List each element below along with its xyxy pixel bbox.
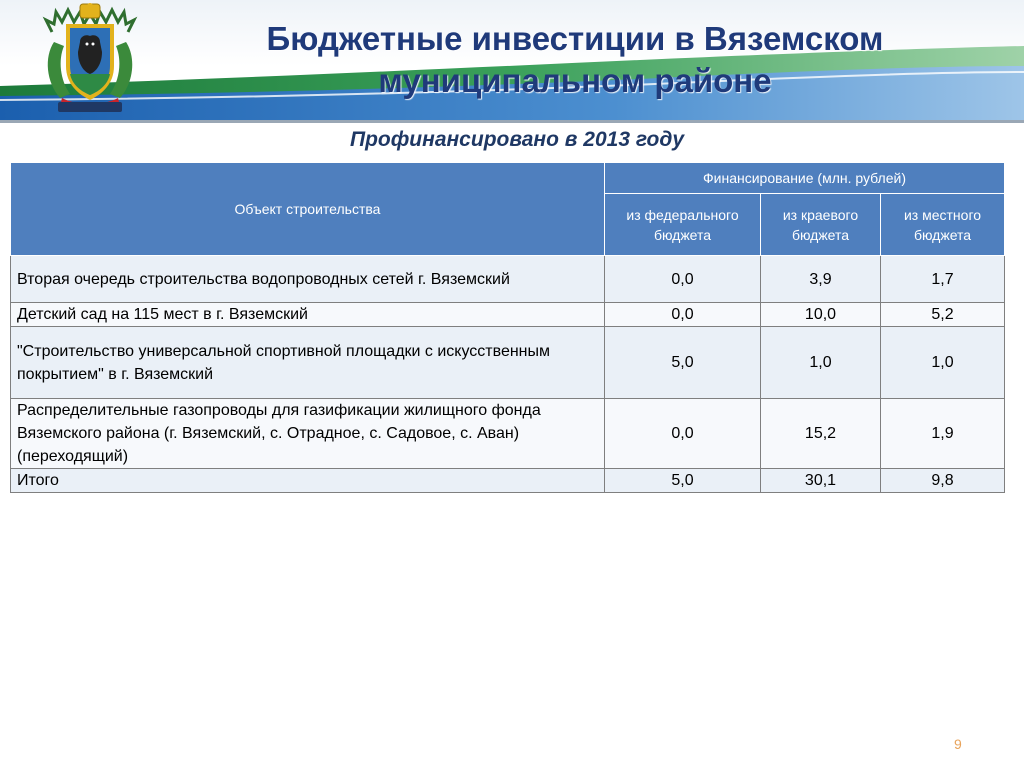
slide-header — [0, 0, 1024, 120]
row-federal: 5,0 — [605, 327, 761, 399]
budget-table — [10, 162, 1005, 493]
row-regional: 3,9 — [761, 256, 881, 303]
table-total-row — [11, 469, 1005, 493]
total-local: 9,8 — [881, 469, 1005, 493]
header-local: из местного бюджета — [881, 194, 1005, 256]
row-local: 1,0 — [881, 327, 1005, 399]
header-federal: из федерального бюджета — [605, 194, 761, 256]
table-row — [11, 399, 1005, 469]
slide-title — [160, 18, 990, 102]
title-line-1: Бюджетные инвестиции в Вяземском — [266, 20, 884, 57]
table-row — [11, 256, 1005, 303]
row-local: 5,2 — [881, 303, 1005, 327]
row-object: Детский сад на 115 мест в г. Вяземский — [11, 303, 605, 327]
total-regional: 30,1 — [761, 469, 881, 493]
coat-of-arms-icon — [40, 2, 140, 116]
row-regional: 10,0 — [761, 303, 881, 327]
total-label: Итого — [11, 469, 605, 493]
title-line-2: муниципальном районе — [378, 62, 772, 99]
row-local: 1,9 — [881, 399, 1005, 469]
header-regional: из краевого бюджета — [761, 194, 881, 256]
total-federal: 5,0 — [605, 469, 761, 493]
table-row — [11, 303, 1005, 327]
row-federal: 0,0 — [605, 256, 761, 303]
header-object: Объект строительства — [11, 163, 605, 256]
table-row — [11, 327, 1005, 399]
row-federal: 0,0 — [605, 399, 761, 469]
header-financing: Финансирование (млн. рублей) — [605, 163, 1005, 194]
table-subtitle: Профинансировано в 2013 году — [349, 128, 685, 151]
row-object: Распределительные газопроводы для газификации жилищного фонда Вяземского района (г. Вяземский, с. Отрадное, с. Садовое, с. Аван) (переходящий) — [11, 399, 605, 469]
page-number: 9 — [954, 736, 962, 752]
row-object: Вторая очередь строительства водопроводных сетей г. Вяземский — [11, 256, 605, 303]
row-federal: 0,0 — [605, 303, 761, 327]
row-local: 1,7 — [881, 256, 1005, 303]
row-regional: 15,2 — [761, 399, 881, 469]
row-regional: 1,0 — [761, 327, 881, 399]
row-object: "Строительство универсальной спортивной площадки с искусственным покрытием" в г. Вяземский — [11, 327, 605, 399]
header-divider — [0, 120, 1024, 123]
